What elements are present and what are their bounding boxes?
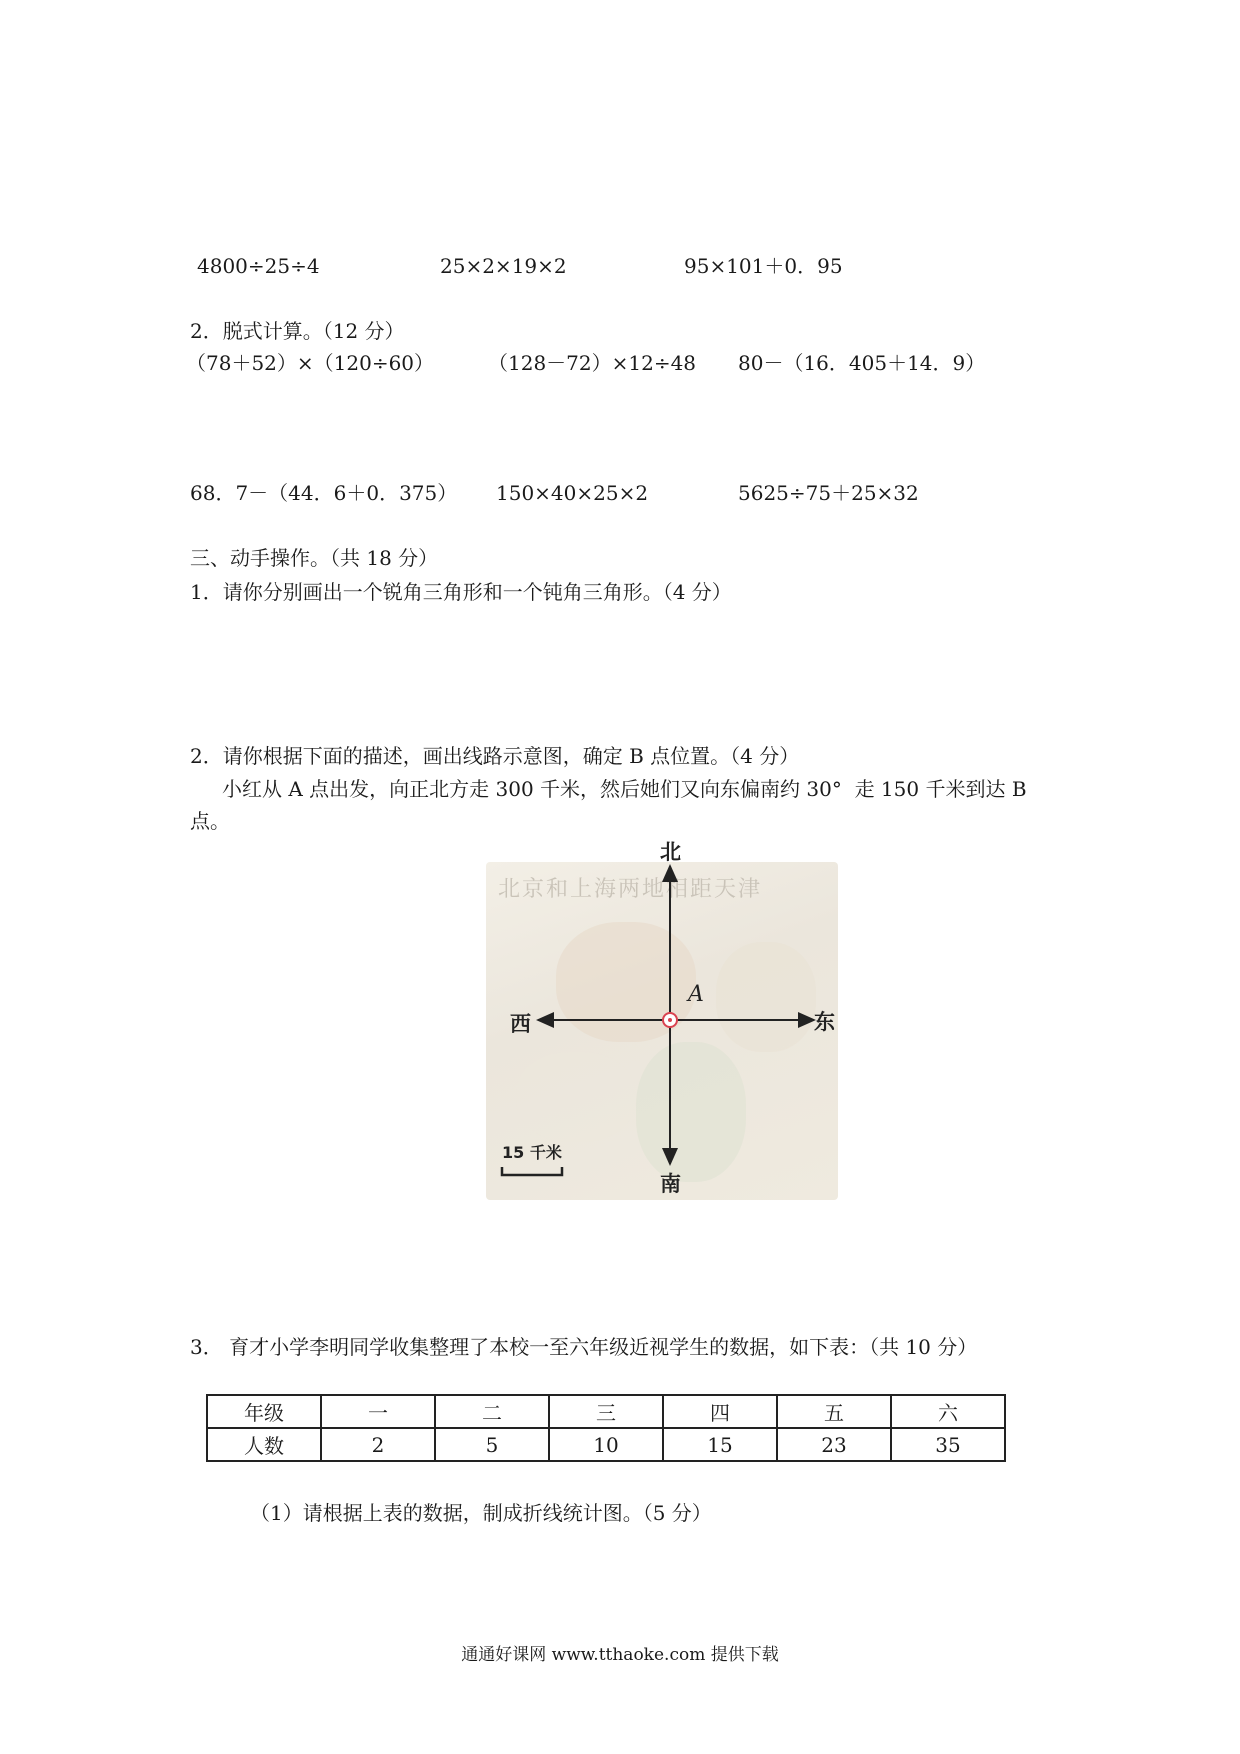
table-grade-cell: 六 — [891, 1395, 1005, 1428]
calc-expr-1: 4800÷25÷4 — [197, 254, 320, 278]
table-grade-cell: 三 — [549, 1395, 663, 1428]
table-row-label: 人数 — [207, 1428, 321, 1461]
table-row-grades — [207, 1395, 1005, 1428]
south-label: 南 — [660, 1172, 681, 1196]
scale-bar — [502, 1167, 562, 1175]
point-a-dot — [668, 1018, 672, 1022]
question-2: 2．请你根据下面的描述，画出线路示意图，确定 B 点位置。（4 分） — [190, 744, 800, 768]
question-2-text-line2: 点。 — [190, 809, 230, 833]
table-count-cell: 10 — [549, 1428, 663, 1461]
table-header-label: 年级 — [207, 1395, 321, 1428]
table-grade-cell: 五 — [777, 1395, 891, 1428]
table-grade-cell: 二 — [435, 1395, 549, 1428]
table-grade-cell: 一 — [321, 1395, 435, 1428]
question-3-sub-1: （1）请根据上表的数据，制成折线统计图。（5 分） — [250, 1501, 712, 1525]
calc-expr-3: 95×101＋0．95 — [684, 254, 843, 278]
table-grade-cell: 四 — [663, 1395, 777, 1428]
table-count-cell: 35 — [891, 1428, 1005, 1461]
section2-expr-4: 68．7－（44．6＋0．375） — [190, 481, 458, 505]
question-1: 1．请你分别画出一个锐角三角形和一个钝角三角形。（4 分） — [190, 580, 732, 604]
table-count-cell: 15 — [663, 1428, 777, 1461]
compass-figure — [480, 840, 860, 1204]
table-count-cell: 2 — [321, 1428, 435, 1461]
section2-expr-1: （78＋52）×（120÷60） — [186, 351, 435, 375]
table-row-counts — [207, 1428, 1005, 1461]
point-a-label: A — [688, 982, 704, 1007]
west-label: 西 — [510, 1012, 531, 1036]
north-label: 北 — [660, 840, 681, 864]
east-label: 东 — [814, 1010, 835, 1034]
faded-map-caption: 北京和上海两地相距天津 — [498, 877, 763, 902]
question-3: 3． 育才小学李明同学收集整理了本校一至六年级近视学生的数据，如下表：（共 10 分） — [190, 1335, 978, 1359]
section2-heading: 2．脱式计算。（12 分） — [190, 319, 405, 343]
page-footer: 通通好课网 www.tthaoke.com 提供下载 — [461, 1645, 779, 1665]
scale-label: 15 千米 — [502, 1143, 562, 1162]
table-count-cell: 23 — [777, 1428, 891, 1461]
question-2-text-line1: 小红从 A 点出发，向正北方走 300 千米，然后她们又向东偏南约 30° 走 150 千米到达 B — [222, 777, 1027, 801]
section3-heading: 三、动手操作。（共 18 分） — [190, 546, 439, 570]
table-count-cell: 5 — [435, 1428, 549, 1461]
section2-expr-5: 150×40×25×2 — [496, 481, 649, 505]
section2-expr-2: （128－72）×12÷48 — [488, 351, 697, 375]
calc-expr-2: 25×2×19×2 — [440, 254, 567, 278]
section2-expr-3: 80－（16．405＋14．9） — [738, 351, 986, 375]
myopia-data-table — [206, 1394, 1006, 1462]
section2-expr-6: 5625÷75＋25×32 — [738, 481, 919, 505]
